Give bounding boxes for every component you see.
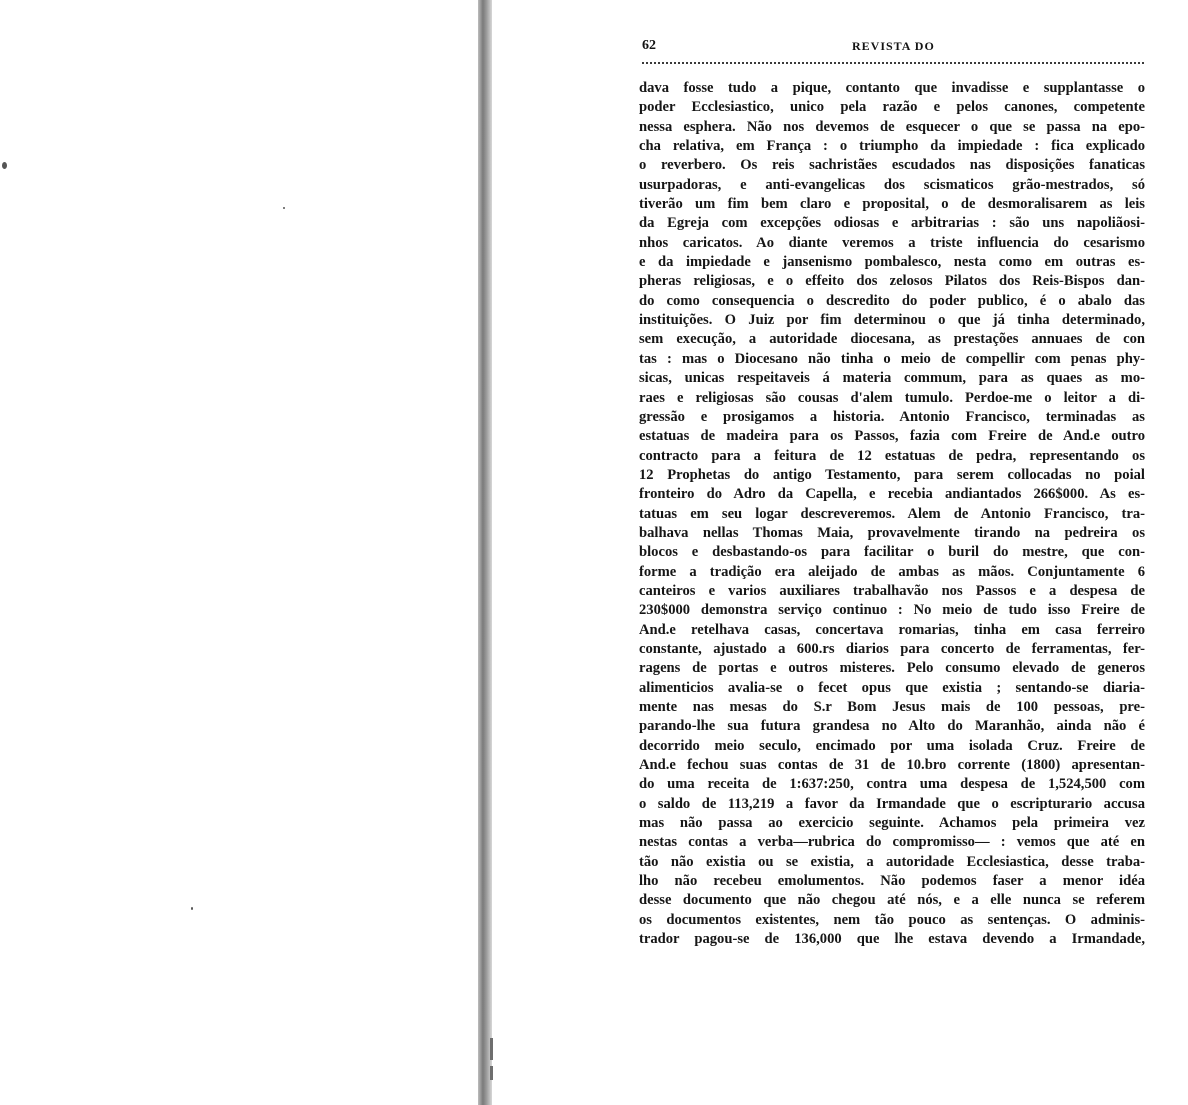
text-line: tiverão um fim bem claro e proposital, o de desmoralisarem as leis xyxy=(639,196,1145,213)
text-line: constante, ajustado a 600.rs diarios para concerto de ferramentas, fer- xyxy=(639,640,1145,657)
text-line: da Egreja com excepções odiosas e arbitrarias : são uns napoliãosi- xyxy=(639,215,1145,232)
text-line: sem execução, a autoridade diocesana, as prestações annuaes de con xyxy=(639,331,1145,348)
text-line: tão não existia ou se existia, a autoridade Ecclesiastica, desse traba- xyxy=(639,853,1145,870)
text-line: desse documento que não chegou até nós, e a elle nunca se referem xyxy=(639,892,1145,909)
right-page xyxy=(494,0,1188,1105)
text-line: balhava nellas Thomas Maia, provavelmente tirando na pedreira os xyxy=(639,524,1145,541)
text-line: ragens de portas e outros misteres. Pelo consumo elevado de generos xyxy=(639,660,1145,677)
text-line: mas não passa ao exercicio seguinte. Achamos pela primeira vez xyxy=(639,815,1145,832)
body-text xyxy=(639,79,1145,949)
text-line: instituições. O Juiz por fim determinou o que já tinha determinado, xyxy=(639,312,1145,329)
text-line: do como consequencia o descredito do poder publico, é o abalo das xyxy=(639,292,1145,309)
page-number: 62 xyxy=(642,38,656,53)
text-line: poder Ecclesiastico, unico pela razão e pelos canones, competente xyxy=(639,99,1145,116)
text-line: lho não recebeu emolumentos. Não podemos faser a menor idéa xyxy=(639,873,1145,890)
journal-title: REVISTA DO xyxy=(852,39,935,53)
text-line: alimenticios avalia-se o fecet opus que existia ; sentando-se diaria- xyxy=(639,679,1145,696)
text-line: 230$000 demonstra serviço continuo : No meio de tudo isso Freire de xyxy=(639,602,1145,619)
text-line: tatuas em seu logar descreveremos. Alem de Antonio Francisco, tra- xyxy=(639,505,1145,522)
text-line: sicas, unicas respeitaveis á materia commum, para as quaes as mo- xyxy=(639,370,1145,387)
text-line: contracto para a feitura de 12 estatuas de pedra, representando os xyxy=(639,447,1145,464)
header-rule xyxy=(642,62,1144,64)
text-line: nestas contas a verba—rubrica do compromisso— : vemos que até en xyxy=(639,834,1145,851)
text-line: cha relativa, em França : o triumpho da impiedade : fica explicado xyxy=(639,138,1145,155)
text-line: pheras religiosas, e o effeito dos zelosos Pilatos dos Reis-Bispos dan- xyxy=(639,273,1145,290)
text-line: fronteiro do Adro da Capella, e recebia andiantados 266$000. As es- xyxy=(639,486,1145,503)
text-line: do uma receita de 1:637:250, contra uma despesa de 1,524,500 com xyxy=(639,776,1145,793)
text-line: 12 Prophetas do antigo Testamento, para serem collocadas no poial xyxy=(639,466,1145,483)
left-page-blank xyxy=(0,0,480,1105)
text-line: raes e religiosas são cousas d'alem tumulo. Perdoe-me o leitor a di- xyxy=(639,389,1145,406)
text-line: And.e retelhava casas, concertava romarias, tinha em casa ferreiro xyxy=(639,621,1145,638)
text-line: tas : mas o Diocesano não tinha o meio de compellir com penas phy- xyxy=(639,350,1145,367)
text-line: dava fosse tudo a pique, contanto que invadisse e supplantasse o xyxy=(639,80,1145,96)
text-line: nessa esphera. Não nos devemos de esquecer o que se passa na epo- xyxy=(639,118,1145,135)
text-line: parando-lhe sua futura grandesa no Alto do Maranhão, ainda não é xyxy=(639,718,1145,735)
text-line: o reverbero. Os reis sachristães escudados nas disposições fanaticas xyxy=(639,157,1145,174)
gutter-shadow-mark xyxy=(490,1066,493,1080)
text-line: forme a tradição era aleijado de ambas as mãos. Conjuntamente 6 xyxy=(639,563,1145,580)
running-head xyxy=(642,36,1144,58)
ink-speck xyxy=(2,162,7,169)
text-line: e da impiedade e jansenismo pombalesco, nesta como em outras es- xyxy=(639,254,1145,271)
text-line: And.e fechou suas contas de 31 de 10.bro corrente (1800) apresentan- xyxy=(639,757,1145,774)
binding-gutter xyxy=(478,0,492,1105)
text-line: gressão e prosigamos a historia. Antonio Francisco, terminadas as xyxy=(639,408,1145,425)
text-line: trador pagou-se de 136,000 que lhe estava devendo a Irmandade, xyxy=(639,931,1145,948)
gutter-shadow-mark xyxy=(490,1038,493,1060)
text-line: canteiros e varios auxiliares trabalhavão nos Passos e a despesa de xyxy=(639,582,1145,599)
ink-speck xyxy=(283,207,285,209)
text-line: os documentos existentes, nem tão pouco as sentenças. O adminis- xyxy=(639,911,1145,928)
text-line: blocos e desbastando-os para facilitar o buril do mestre, que con- xyxy=(639,544,1145,561)
text-line: usurpadoras, e anti-evangelicas dos scismaticos grão-mestrados, só xyxy=(639,176,1145,193)
ink-speck xyxy=(191,907,193,910)
text-line: decorrido meio seculo, encimado por uma isolada Cruz. Freire de xyxy=(639,737,1145,754)
text-line: mente nas mesas do S.r Bom Jesus mais de 100 pessoas, pre- xyxy=(639,699,1145,715)
text-line: nhos caricatos. Ao diante veremos a triste influencia do cesarismo xyxy=(639,234,1145,251)
text-line: estatuas de madeira para os Passos, fazia com Freire de And.e outro xyxy=(639,428,1145,445)
text-line: o saldo de 113,219 a favor da Irmandade que o escripturario accusa xyxy=(639,795,1145,812)
